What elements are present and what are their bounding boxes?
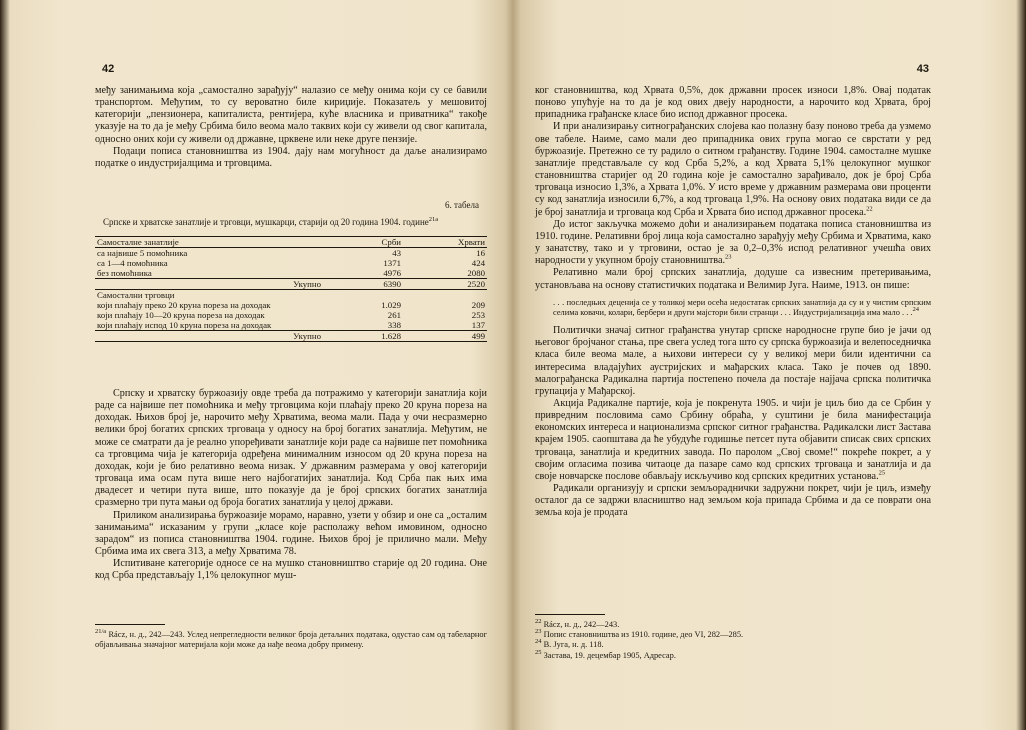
- paragraph: Акција Радикалне партије, која је покренута 1905. и чији је циљ био да се Србин у привредним пословима само Србину обраћа, у суштини је била манифестација економских интереса и национализма српског ситног грађанства. Радикалски лист Застава крајем 1905. саопштава да ће убудуће годишње петсет пута објавити списак свих српских трговаца, занатлија и кредитних завода. По паролом „Свој своме!“ покреће покрет, а у својим огласима позива читаоце да пазаре само код српских трговаца и занатлија и да своје новчарске послове обављају искључиво код српских кредитних установа.$^{25}$: [535, 398, 931, 482]
- paragraph: Испитиване категорије односе се на мушко становништво старије од 20 година. Оне код Срба представљају 1,1% целокупног муш-: [95, 558, 487, 582]
- table-cell: 1371: [383, 258, 401, 269]
- body-text-bottom: [95, 388, 487, 583]
- table-row: [95, 300, 487, 310]
- footnotes: [535, 620, 931, 661]
- table-caption: Српске и хрватске занатлије и трговци, мушкарци, старији од 20 година 1904. године$^{21а}$: [103, 216, 439, 228]
- page-number: 42: [102, 63, 115, 75]
- footnote-ref: 24: [912, 306, 919, 314]
- table-cell: Укупно: [95, 331, 339, 342]
- table-header-cell: Хрвати: [403, 237, 487, 248]
- footnote: $^{21/а}$ Rácz, н. д., 242—243. Услед непрегледности великог броја детаљних података, одустао сам од табеларног објављивања значајног материјала који може да нађе веома добру примену.: [95, 628, 487, 650]
- footnote-divider: [95, 624, 165, 625]
- footnote-ref: 22: [866, 205, 873, 213]
- paragraph: Приликом анализирања буржоазије морамо, наравно, узети у обзир и оне са „осталим занимањима“ исказаним у групи „класе које располажу већом имовином, односно зарадом“ из пописа становништва 1904. године. Њихов број је прилично мали. Међу Србима има их свега 313, а међу Хрватима 78.: [95, 509, 487, 558]
- table-cell: 1.628: [339, 331, 403, 342]
- table-cell: са највише 5 помоћника: [97, 248, 188, 259]
- table-cell: 43: [392, 248, 401, 259]
- table-cell: 6390: [339, 279, 403, 290]
- table-header-row: [95, 237, 487, 248]
- footnote-ref: 24: [535, 638, 542, 646]
- body-text-top: [95, 85, 487, 170]
- footnote: $^{22}$ Rácz, н. д., 242—243.: [535, 618, 620, 629]
- table-cell: 424: [471, 258, 485, 269]
- right-page: [535, 0, 931, 730]
- block-quote: . . . последњих деценија се у толикој мери осећа недостатак српских занатлија да су и у чистим српским селима ковачи, колари, бербери и други мајстори били странци . . . Индустријализација има мало . . .$^{24}$: [553, 297, 931, 317]
- footnotes: [95, 630, 487, 650]
- table-row: [95, 248, 487, 259]
- table-cell: без помоћника: [97, 268, 152, 279]
- left-page: [95, 0, 487, 730]
- footnote-ref: 23: [535, 628, 542, 636]
- table-cell: 2520: [403, 279, 487, 290]
- table-header-cell: Самосталне занатлије: [95, 237, 339, 248]
- paragraph: Релативно мали број српских занатлија, додуше са извесним претеривањима, установљава на основу статистичких података и Велимир Југа. Наиме, 1913. он пише:: [535, 267, 931, 291]
- table-cell: 253: [471, 310, 485, 321]
- table-cell: који плаћају преко 20 круна пореза на доходак: [97, 300, 271, 311]
- table-cell: 4976: [383, 268, 401, 279]
- table-header-cell: Срби: [339, 237, 403, 248]
- paragraph: међу занимањима која „самостално зарађују“ налазио се међу онима који су се бавили транспортом. Међутим, то су вероватно биле кириџије. Показатељ у мешовитој категорији „пензионера, капиталиста, рентијера, куће власника и приватника“ такође указује на то да је међу Србима било веома мало таквих који су живели од свог капитала, односно оних који су живели од државне, црквене или неке друге пензије.: [95, 85, 487, 145]
- footnote-ref: 22: [535, 618, 542, 626]
- statistics-table: [95, 236, 487, 342]
- paragraph: До истог закључка можемо доћи и анализирањем података пописа становништва из 1910. године. Релативни број лица која самостално зарађују међу Србима и Хрватима, како у занатству, тако и у трговини, остао је за 0,2–0,3% испод релативног учешћа ових народности у укупном броју становништва.$^{23}$: [535, 218, 931, 267]
- paragraph: Политички значај ситног грађанства унутар српске народносне групе био је јачи од његовог бројчаног стања, пре свега услед тога што су српска буржоазија и велепоседничка класа биле веома мале, а њихови интереси су у великој мери били идентични са интересима владајућих аустријских и мађарских класа. Тако је почев од 1890. малограђанска Радикална партија постепено почела да постаје најјача српска политичка групација у Мађарској.: [535, 325, 931, 397]
- table-row: [95, 320, 487, 331]
- table-cell: 209: [471, 300, 485, 311]
- footnote-divider: [535, 614, 605, 615]
- table-block: [95, 199, 487, 342]
- table-cell: 338: [387, 320, 401, 331]
- paragraph: Радикали организују и српски земљораднички задружни покрет, чији је циљ, између осталог да се задржи власништво над земљом која припада Србима и да се поврати она земља која је продата: [535, 483, 931, 519]
- paragraph: ког становништва, код Хрвата 0,5%, док државни просек износи 1,8%. Овај податак поново упућује на то да је код ових двеју народности, а нарочито код Хрвата, број припадника грађанске класе био испод државног просека.: [535, 85, 931, 121]
- footnote: $^{25}$ Застава, 19. децембар 1905, Адресар.: [535, 648, 676, 660]
- footnote: $^{23}$ Попис становништва из 1910. године, део VI, 282—285.: [535, 628, 744, 640]
- paragraph: Подаци пописа становништва из 1904. дају нам могућност да даље анализирамо податке о индустријалцима и трговцима.: [95, 145, 487, 169]
- footnote-ref: 21а: [428, 216, 439, 224]
- table-cell: 2080: [467, 268, 485, 279]
- paragraph: Српску и хрватску буржоазију овде треба да потражимо у категорији занатлија који раде са највише пет помоћника и међу трговцима који плаћају преко 20 круна пореза на доходак. Њихов број је, нарочито међу Хрватима, веома мали. Пада у очи несразмерно велики број богатих српских трговаца у односу на број богатих занатлија. Међутим, не може се сматрати да је реално упоређивати занатлије који раде са највише пет помоћника са трговцима чија је категорија одређена минималним износом од 20 круна пореза на доходак, који је био релативно веома низак. У државним размерама у овој категорији трговаца има осам пута више него најбогатијих занатлија. Код Срба пак њих има двадесет и четири пута више, што показује да је број српских богатих занатлија сразмерно три пута мањи од броја богатих занатлија у целој држави.: [95, 388, 487, 509]
- table-cell: који плаћају испод 10 круна пореза на доходак: [97, 320, 272, 331]
- table-cell: 16: [476, 248, 485, 259]
- table-cell: 261: [387, 310, 401, 321]
- table-row: [95, 310, 487, 320]
- footnote-ref: 23: [725, 253, 732, 261]
- table-total-row: [95, 331, 487, 342]
- footnote-ref: 25: [878, 469, 886, 477]
- table-cell: са 1—4 помоћника: [97, 258, 168, 269]
- paragraph: И при анализирању ситнограђанских слојева као полазну базу поново треба да узмемо ове табеле. Наиме, само мали део припадника ових група могао се сврстати у ред буржоазије. Претежно се ту радило о ситном грађанству. Године 1904. самосталне мушке занатлије представљале су код Срба 5,2%, а код Хрвата 5,1% целокупног мушког становништва старијег од 20 година које је самостално зарађивало, док је број Срба трговаца износио 1,3%, а Хрвата 1,0%. У исто време у државним размерама ови проценти су код занатлија износили 6,7%, а код трговаца 1,9%. На основу ових података види се да је број занатлија и трговаца код Срба и Хрвата био испод државног просека.$^{22}$: [535, 121, 931, 218]
- table-number: 6. табела: [445, 200, 479, 210]
- table-total-row: [95, 279, 487, 290]
- table-group-row: [95, 290, 487, 301]
- footnote-ref: 21/а: [95, 628, 107, 636]
- table-group-title: Самостални трговци: [97, 290, 175, 301]
- table-cell: који плаћају 10—20 круна пореза на доходак: [97, 310, 265, 321]
- footnote: $^{24}$ В. Југа, н. д. 118.: [535, 638, 604, 650]
- table-cell: Укупно: [95, 279, 339, 290]
- table-row: [95, 258, 487, 268]
- page-number: 43: [916, 63, 929, 75]
- body-text: [535, 85, 931, 520]
- table-cell: 499: [403, 331, 487, 342]
- table-row: [95, 268, 487, 279]
- footnote-ref: 25: [535, 648, 542, 656]
- table-cell: 137: [471, 320, 485, 331]
- table-cell: 1.029: [381, 300, 401, 311]
